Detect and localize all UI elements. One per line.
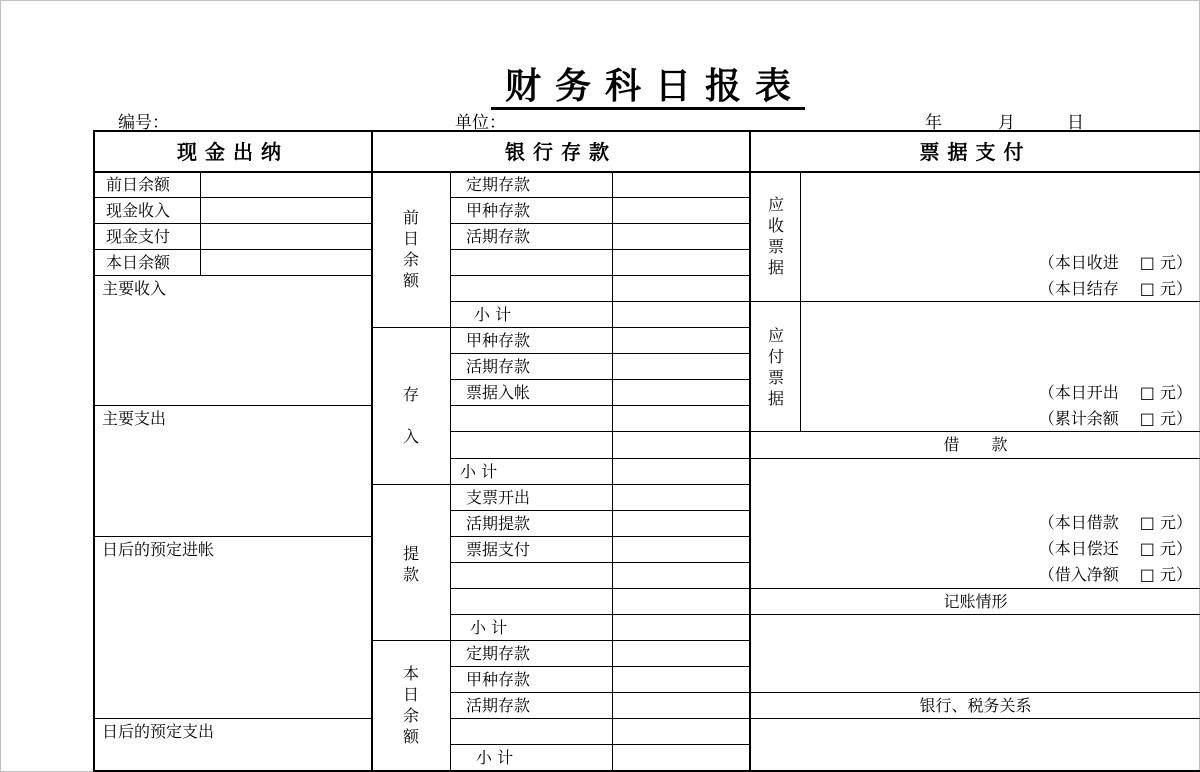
section-bills: 票据支付	[919, 140, 1032, 164]
loan-label: 借 款	[943, 435, 1008, 454]
main-income-label: 主要收入	[102, 279, 167, 298]
bank-group-sep	[373, 484, 749, 485]
bank-group-sep	[373, 640, 749, 641]
bank-line	[451, 431, 749, 432]
bank-subtotal: 小 计	[476, 748, 514, 767]
future-income-label: 日后的预定进帐	[102, 540, 215, 559]
bank-group-label: 前日余额	[402, 208, 419, 290]
bookkeeping-label: 记账情形	[943, 592, 1008, 611]
payable-note: （本日开出 □ 元）	[1038, 383, 1192, 402]
bank-item: 活期存款	[466, 227, 531, 246]
cash-row-label: 现金收入	[106, 201, 171, 220]
bank-subtotal: 小 计	[460, 462, 498, 481]
loan-note: （借入净额 □ 元）	[1038, 565, 1192, 584]
bank-item: 定期存款	[466, 644, 531, 663]
col-divider-cash	[371, 130, 373, 772]
bank-group-sep	[373, 327, 749, 328]
section-bank: 银行存款	[505, 140, 617, 164]
bank-value-divider	[612, 172, 613, 772]
bank-group-divider	[450, 172, 451, 772]
bank-group-label: 存入	[402, 385, 419, 446]
bills-line	[751, 458, 1200, 459]
bank-line	[451, 588, 749, 589]
bank-subtotal: 小 计	[470, 618, 508, 637]
bank-subtotal: 小 计	[474, 305, 512, 324]
bank-item: 活期提款	[466, 514, 531, 533]
bank-group-label: 本日余额	[402, 664, 419, 746]
cash-row-label: 前日余额	[106, 175, 171, 194]
bank-group-label: 提款	[402, 544, 419, 584]
main-expense-label: 主要支出	[102, 409, 167, 428]
loan-note: （本日偿还 □ 元）	[1038, 539, 1192, 558]
day-label: 日	[1067, 113, 1084, 133]
payable-label: 应付票据	[767, 326, 784, 408]
bank-item: 支票开出	[466, 488, 531, 507]
bills-label-divider	[800, 172, 801, 432]
header-divider	[93, 171, 1200, 173]
relations-label: 银行、税务关系	[919, 696, 1032, 715]
section-cash: 现金出纳	[177, 140, 289, 164]
report-title: 财务科日报表	[0, 58, 1200, 109]
bank-item: 票据入帐	[466, 383, 531, 402]
bank-item: 甲种存款	[466, 201, 531, 220]
unit-label: 单位：	[455, 113, 506, 133]
bank-item: 活期存款	[466, 696, 531, 715]
number-label: 编号：	[118, 113, 169, 133]
bank-item: 定期存款	[466, 175, 531, 194]
month-label: 月	[998, 113, 1015, 133]
loan-note: （本日借款 □ 元）	[1038, 513, 1192, 532]
bank-item: 票据支付	[466, 540, 531, 559]
bank-item: 活期存款	[466, 357, 531, 376]
receivable-note: （本日结存 □ 元）	[1038, 279, 1192, 298]
cash-value-divider	[200, 172, 201, 276]
cash-row-label: 本日余额	[106, 253, 171, 272]
cash-row-label: 现金支付	[106, 227, 171, 246]
year-label: 年	[925, 113, 942, 133]
payable-note: （累计余额 □ 元）	[1038, 409, 1192, 428]
receivable-note: （本日收进 □ 元）	[1038, 253, 1192, 272]
future-expense-label: 日后的预定支出	[102, 722, 215, 741]
receivable-label: 应收票据	[767, 195, 784, 277]
bank-item: 甲种存款	[466, 670, 531, 689]
bank-line	[451, 275, 749, 276]
bank-item: 甲种存款	[466, 331, 531, 350]
